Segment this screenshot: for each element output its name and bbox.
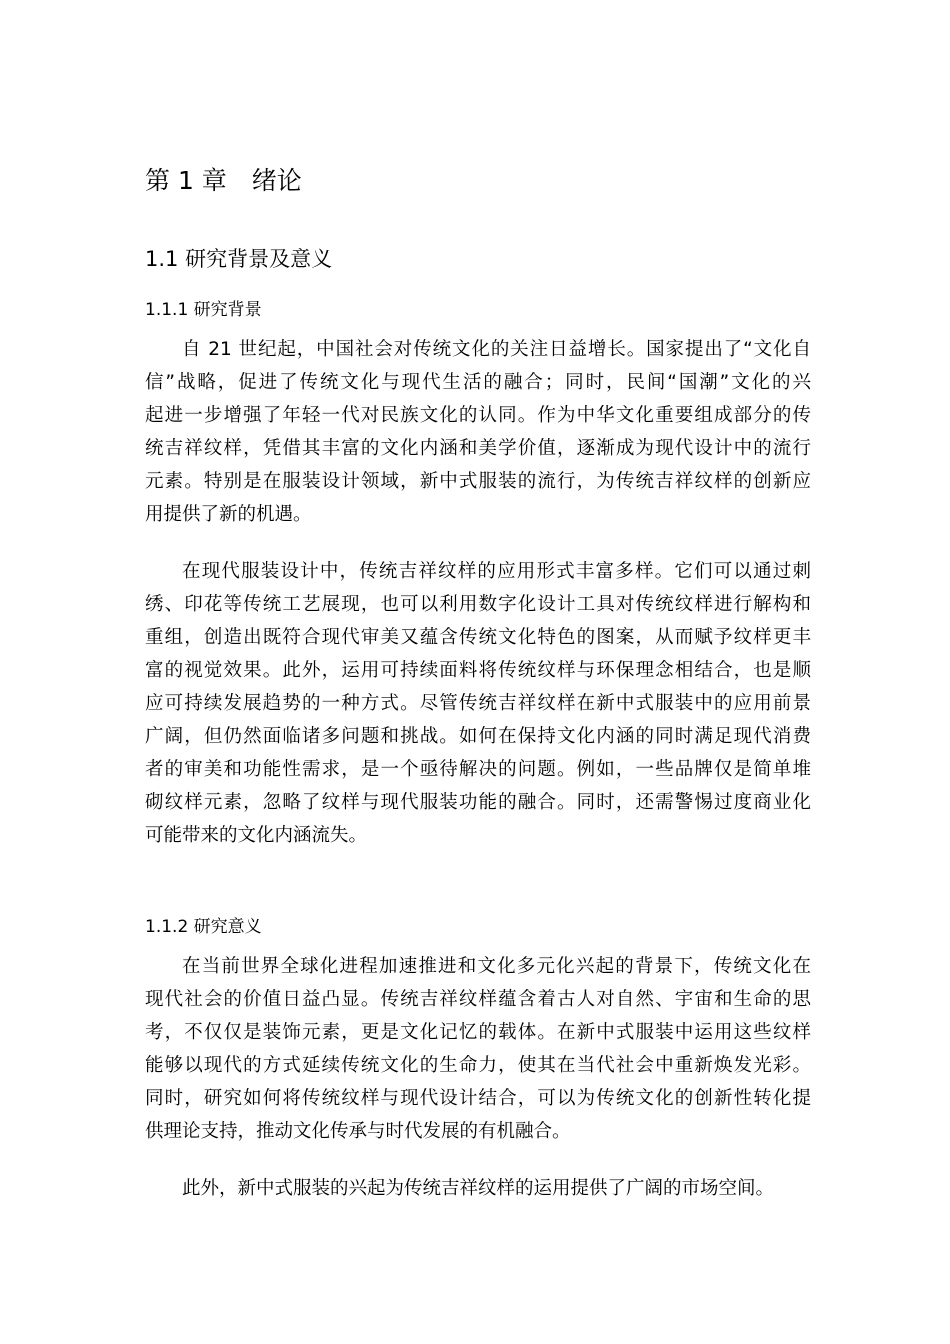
text-line: 广阔，但仍然面临诸多问题和挑战。如何在保持文化内涵的同时满足现代消费 (145, 726, 811, 747)
text-line: 能够以现代的方式延续传统文化的生命力，使其在当代社会中重新焕发光彩。 (145, 1055, 811, 1076)
text-line: 用提供了新的机遇。 (145, 504, 312, 525)
paragraph-background-1 (145, 333, 811, 531)
text-line: 此外，新中式服装的兴起为传统吉祥纹样的运用提供了广阔的市场空间。 (182, 1178, 775, 1199)
text-line: 在当前世界全球化进程加速推进和文化多元化兴起的背景下，传统文化在 (182, 956, 811, 977)
text-line: 起进一步增强了年轻一代对民族文化的认同。作为中华文化重要组成部分的传 (145, 405, 811, 426)
text-line: 元素。特别是在服装设计领域，新中式服装的流行，为传统吉祥纹样的创新应 (145, 471, 811, 492)
text-line: 自 21 世纪起，中国社会对传统文化的关注日益增长。国家提出了“文化自 (182, 339, 811, 360)
paragraph-background-2 (145, 555, 811, 852)
text-line: 应可持续发展趋势的一种方式。尽管传统吉祥纹样在新中式服装中的应用前景 (145, 693, 811, 714)
paragraph-significance-2 (145, 1172, 811, 1205)
subsection-title-significance: 1.1.2 研究意义 (145, 917, 262, 937)
text-line: 绣、印花等传统工艺展现，也可以利用数字化设计工具对传统纹样进行解构和 (145, 594, 811, 615)
text-line: 砌纹样元素，忽略了纹样与现代服装功能的融合。同时，还需警惕过度商业化 (145, 792, 811, 813)
text-line: 者的审美和功能性需求，是一个亟待解决的问题。例如，一些品牌仅是简单堆 (145, 759, 811, 780)
section-title: 1.1 研究背景及意义 (145, 247, 333, 271)
text-line: 信”战略，促进了传统文化与现代生活的融合；同时，民间“国潮”文化的兴 (145, 372, 811, 393)
text-line: 在现代服装设计中，传统吉祥纹样的应用形式丰富多样。它们可以通过刺 (182, 561, 811, 582)
chapter-title: 第 1 章 绪论 (145, 166, 302, 195)
text-line: 统吉祥纹样，凭借其丰富的文化内涵和美学价值，逐渐成为现代设计中的流行 (145, 438, 811, 459)
subsection-title-background: 1.1.1 研究背景 (145, 300, 262, 320)
text-line: 可能带来的文化内涵流失。 (145, 825, 368, 846)
text-line: 现代社会的价值日益凸显。传统吉祥纹样蕴含着古人对自然、宇宙和生命的思 (145, 989, 811, 1010)
text-line: 考，不仅仅是装饰元素，更是文化记忆的载体。在新中式服装中运用这些纹样 (145, 1022, 811, 1043)
text-line: 重组，创造出既符合现代审美又蕴含传统文化特色的图案，从而赋予纹样更丰 (145, 627, 811, 648)
text-line: 供理论支持，推动文化传承与时代发展的有机融合。 (145, 1121, 571, 1142)
text-line: 富的视觉效果。此外，运用可持续面料将传统纹样与环保理念相结合，也是顺 (145, 660, 811, 681)
text-line: 同时，研究如何将传统纹样与现代设计结合，可以为传统文化的创新性转化提 (145, 1088, 811, 1109)
paragraph-significance-1 (145, 950, 811, 1148)
